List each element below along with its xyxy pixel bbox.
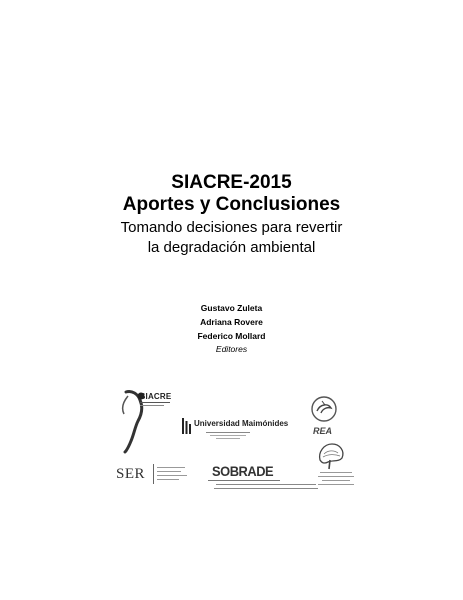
tree-society-logo [314, 440, 348, 470]
editors-block [0, 301, 463, 355]
ser-logo-text: SER [116, 466, 146, 482]
editors-role: Editores [215, 344, 248, 354]
sobrade-logo-text: SOBRADE [212, 463, 274, 479]
subtitle-line-2: la degradación ambiental [147, 239, 316, 256]
university-emblem-icon [182, 418, 191, 434]
rea-logo [308, 395, 340, 436]
editor-name-3: Federico Mollard [197, 331, 266, 341]
rea-logo-text: REA [313, 426, 333, 436]
universidad-logo-text: Universidad Maimónides [194, 419, 289, 428]
tree-icon [314, 440, 348, 470]
subtitle-line-1: Tomando decisiones para revertir [120, 219, 343, 236]
siacre-logo [116, 388, 180, 454]
siacre-logo-text: SIACRE [140, 392, 172, 401]
title-line-2: Aportes y Conclusiones [122, 194, 341, 215]
title-line-1: SIACRE-2015 [171, 172, 292, 193]
editor-name-2: Adriana Rovere [200, 317, 263, 327]
editor-name-1: Gustavo Zuleta [200, 303, 263, 313]
rea-emblem-icon [308, 395, 340, 425]
title-block [0, 172, 463, 258]
